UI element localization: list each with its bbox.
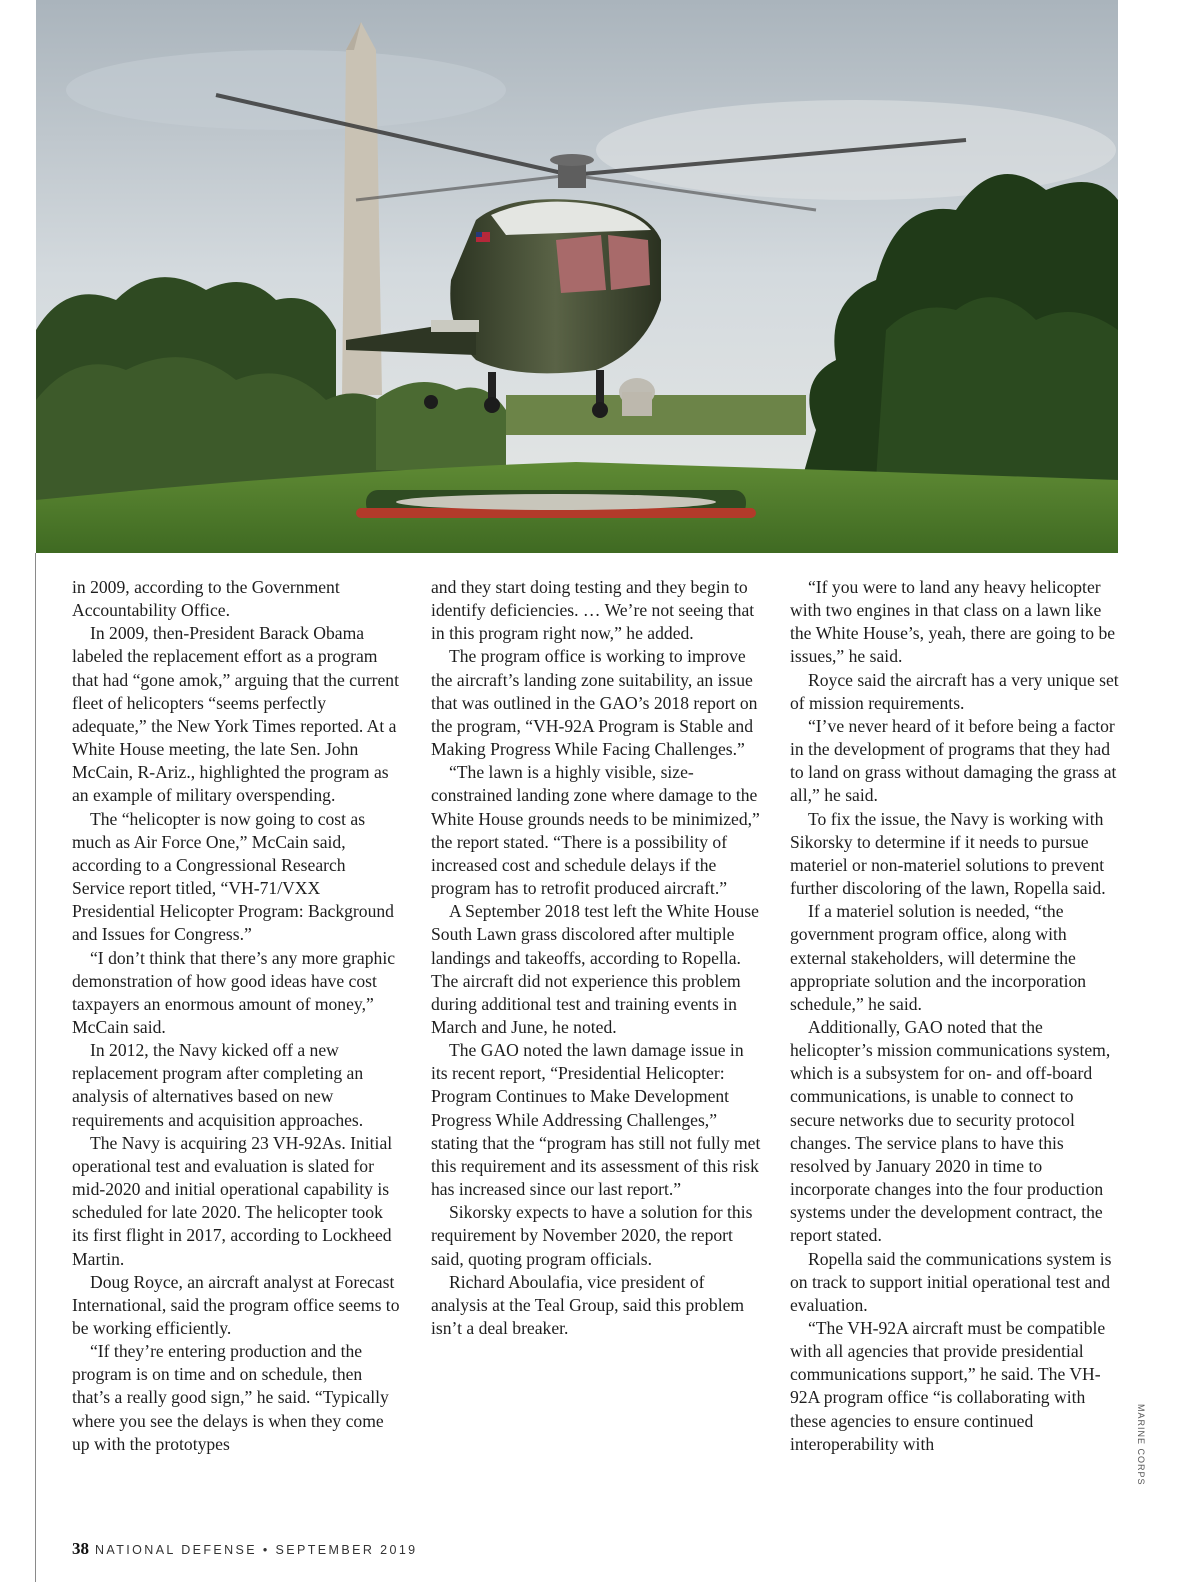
photo-credit: MARINE CORPS xyxy=(1136,1404,1146,1486)
paragraph: Additionally, GAO noted that the helicopter’s mission communications system, which is a subsystem for on- and off-board communications, is unable to connect to secure networks due to security protocol changes. The service plans to have this resolved by January 2020 in time to incorporate changes into the four production systems under the development contract, the report stated. xyxy=(790,1016,1111,1246)
paragraph: Richard Aboulafia, vice president of analysis at the Teal Group, said this problem isn’t a deal breaker. xyxy=(431,1271,745,1338)
paragraph: A September 2018 test left the White House South Lawn grass discolored after multiple landings and takeoffs, according to Ropella. The aircraft did not experience this problem during additional test and training events in March and June, he noted. xyxy=(431,901,759,1037)
paragraph: and they start doing testing and they begin to identify deficiencies. … We’re not seeing that in this program right now,” he added. xyxy=(431,577,755,644)
paragraph: To fix the issue, the Navy is working with Sikorsky to determine if it needs to pursue materiel or non-materiel solutions to prevent further discoloring of the lawn, Ropella said. xyxy=(790,808,1106,899)
helicopter-photo xyxy=(36,0,1118,553)
paragraph: “The VH-92A aircraft must be compatible with all agencies that provide presidential communications support,” he said. The VH-92A program office “is collaborating with these agencies to ensure continued interoperability with xyxy=(790,1318,1106,1454)
text-column-2 xyxy=(431,576,761,1340)
paragraph: The program office is working to improve the aircraft’s landing zone suitability, an issue that was outlined in the GAO’s 2018 report on the program, “VH-92A Program is Stable and Making Progress While Facing Challenges.” xyxy=(431,646,758,760)
paragraph: in 2009, according to the Government Accountability Office. xyxy=(72,577,340,621)
page-margin-rule xyxy=(35,553,36,1582)
paragraph: In 2012, the Navy kicked off a new replacement program after completing an analysis of alternatives based on new requirements and acquisition approaches. xyxy=(72,1040,364,1130)
page-footer xyxy=(72,1539,418,1559)
paragraph: Ropella said the communications system is on track to support initial operational test and evaluation. xyxy=(790,1248,1112,1315)
text-column-1 xyxy=(72,576,402,1456)
paragraph: “The lawn is a highly visible, size-constrained landing zone where damage to the White House grounds needs to be minimized,” the report stated. “There is a possibility of increased cost and schedule delays if the program has to retrofit produced aircraft.” xyxy=(431,762,760,899)
paragraph: The “helicopter is now going to cost as much as Air Force One,” McCain said, according to a Congressional Research Service report titled, “VH-71/VXX Presidential Helicopter Program: Background and Issues for Congress.” xyxy=(72,808,394,945)
paragraph: In 2009, then-President Barack Obama labeled the replacement effort as a program that had “gone amok,” arguing that the current fleet of helicopters “seems perfectly adequate,” the New York Times reported. At a White House meeting, the late Sen. John McCain, R-Ariz., highlighted the program as an example of military overspending. xyxy=(72,623,399,806)
paragraph: If a materiel solution is needed, “the government program office, along with external stakeholders, will determine the appropriate solution and the incorporation schedule,” he said. xyxy=(790,901,1087,1014)
paragraph: Doug Royce, an aircraft analyst at Forecast International, said the program office seems to be working efficiently. xyxy=(72,1271,400,1338)
paragraph: “I don’t think that there’s any more graphic demonstration of how good ideas have cost taxpayers an enormous amount of money,” McCain said. xyxy=(72,947,396,1037)
paragraph: “If you were to land any heavy helicopter with two engines in that class on a lawn like the White House’s, yeah, there are going to be issues,” he said. xyxy=(790,577,1116,667)
paragraph: The Navy is acquiring 23 VH-92As. Initial operational test and evaluation is slated for mid-2020 and initial operational capability is scheduled for late 2020. The helicopter took its first flight in 2017, according to Lockheed Martin. xyxy=(72,1132,393,1269)
page-number: 38 xyxy=(72,1539,89,1558)
paragraph: Sikorsky expects to have a solution for this requirement by November 2020, the report said, quoting program officials. xyxy=(431,1202,753,1269)
paragraph: “I’ve never heard of it before being a factor in the development of programs that they had to land on grass without damaging the grass at all,” he said. xyxy=(790,715,1117,806)
text-column-3 xyxy=(790,576,1120,1456)
publication-line: NATIONAL DEFENSE • SEPTEMBER 2019 xyxy=(95,1543,418,1557)
paragraph: Royce said the aircraft has a very unique set of mission requirements. xyxy=(790,669,1119,713)
paragraph: “If they’re entering production and the program is on time and on schedule, then that’s a really good sign,” he said. “Typically where you see the delays is when they come up with the prototypes xyxy=(72,1341,389,1454)
paragraph: The GAO noted the lawn damage issue in its recent report, “Presidential Helicopter: Program Continues to Make Development Progress While Addressing Challenges,” stating that the “program has still not fully met this requirement and its assessment of this risk has increased since our last report.” xyxy=(431,1040,761,1200)
